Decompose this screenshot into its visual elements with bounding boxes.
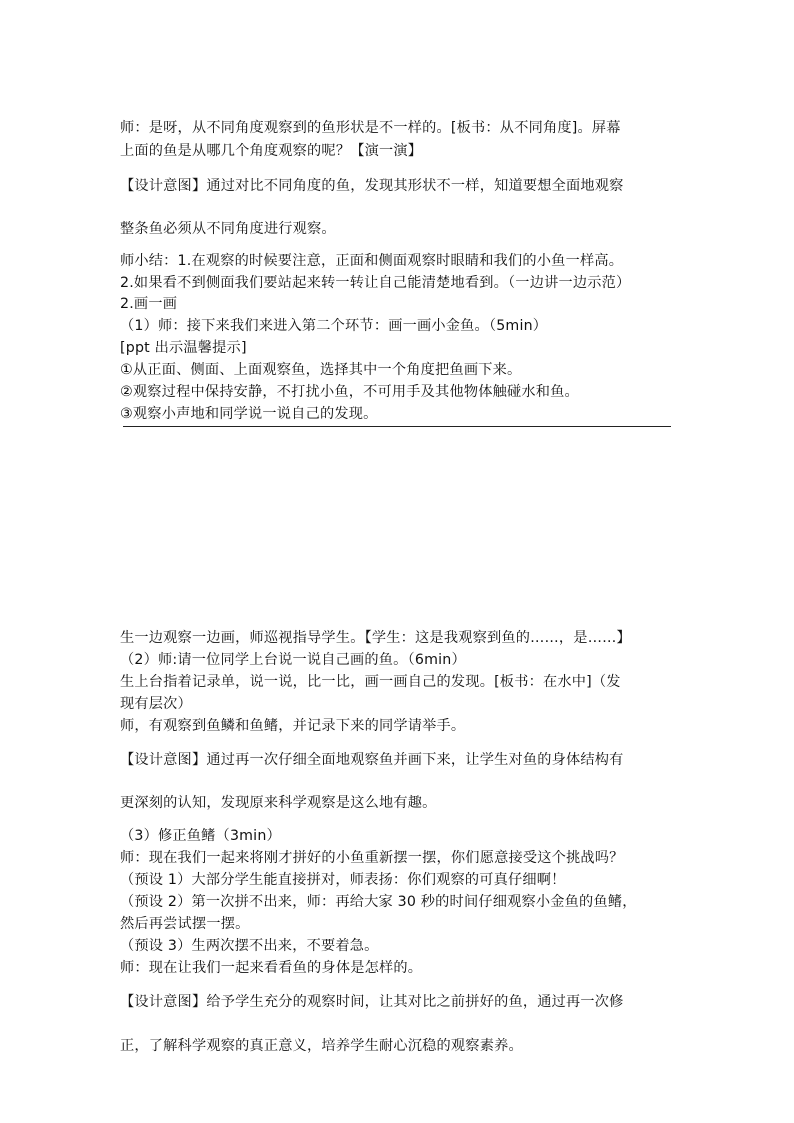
preset3-line: （预设 3）生两次摆不出来，不要着急。: [120, 938, 379, 954]
step2-line: （2）师:请一位同学上台说一说自己画的鱼。（6min）: [120, 652, 466, 668]
design-intent-1-line1: 【设计意图】通过对比不同角度的鱼，发现其形状不一样，知道要想全面地观察: [120, 178, 624, 194]
section2-line3: 生上台指着记录单，说一说，比一比，画一画自己的发现。[板书：在水中]（发: [120, 674, 621, 690]
design-intent-3-line2: 正，了解科学观察的真正意义，培养学生耐心沉稳的观察素养。: [120, 1038, 523, 1054]
design-intent-2-line1: 【设计意图】通过再一次仔细全面地观察鱼并画下来，让学生对鱼的身体结构有: [120, 752, 624, 768]
para1-line2: 上面的鱼是从哪几个角度观察的呢？【演一演】: [120, 143, 423, 159]
para1-line1: 师：是呀，从不同角度观察到的鱼形状是不一样的。[板书：从不同角度]。屏幕: [120, 120, 621, 136]
horizontal-rule: [123, 426, 671, 427]
section2-line7: 师：现在我们一起来将刚才拼好的小鱼重新摆一摆，你们愿意接受这个挑战吗？: [120, 850, 624, 866]
preset1-line: （预设 1）大部分学生能直接拼对，师表扬：你们观察的可真仔细啊！: [120, 872, 566, 888]
heading-draw: 2.画一画: [120, 296, 178, 312]
summary-line1: 师小结：1.在观察的时候要注意，正面和侧面观察时眼睛和我们的小鱼一样高。: [120, 253, 624, 269]
tip2-line: ②观察过程中保持安静，不打扰小鱼，不可用手及其他物体触碰水和鱼。: [120, 384, 579, 400]
preset2-line1: （预设 2）第一次拼不出来，师：再给大家 30 秒的时间仔细观察小金鱼的鱼鳍，: [120, 894, 637, 910]
tip3-line: ③观察小声地和同学说一说自己的发现。: [120, 406, 378, 422]
design-intent-1-line2: 整条鱼必须从不同角度进行观察。: [120, 221, 336, 237]
section2-line12: 师：现在让我们一起来看看鱼的身体是怎样的。: [120, 960, 423, 976]
design-intent-3-line1: 【设计意图】给予学生充分的观察时间，让其对比之前拼好的鱼，通过再一次修: [120, 994, 624, 1010]
preset2-line2: 然后再尝试摆一摆。: [120, 916, 250, 932]
design-intent-2-line2: 更深刻的认知，发现原来科学观察是这么地有趣。: [120, 795, 437, 811]
step3-line: （3）修正鱼鳍（3min）: [120, 828, 281, 844]
ppt-tip-line: [ppt 出示温馨提示]: [120, 340, 247, 356]
step1-line: （1）师：接下来我们来进入第二个环节：画一画小金鱼。（5min）: [120, 318, 548, 334]
tip1-line: ①从正面、侧面、上面观察鱼，选择其中一个角度把鱼画下来。: [120, 362, 522, 378]
section2-line4: 现有层次）: [120, 696, 192, 712]
section2-line1: 生一边观察一边画，师巡视指导学生。【学生：这是我观察到鱼的……，是……】: [120, 630, 631, 646]
section2-line5: 师，有观察到鱼鳞和鱼鳍，并记录下来的同学请举手。: [120, 718, 466, 734]
summary-line2: 2.如果看不到侧面我们要站起来转一转让自己能清楚地看到。（一边讲一边示范）: [120, 275, 631, 291]
